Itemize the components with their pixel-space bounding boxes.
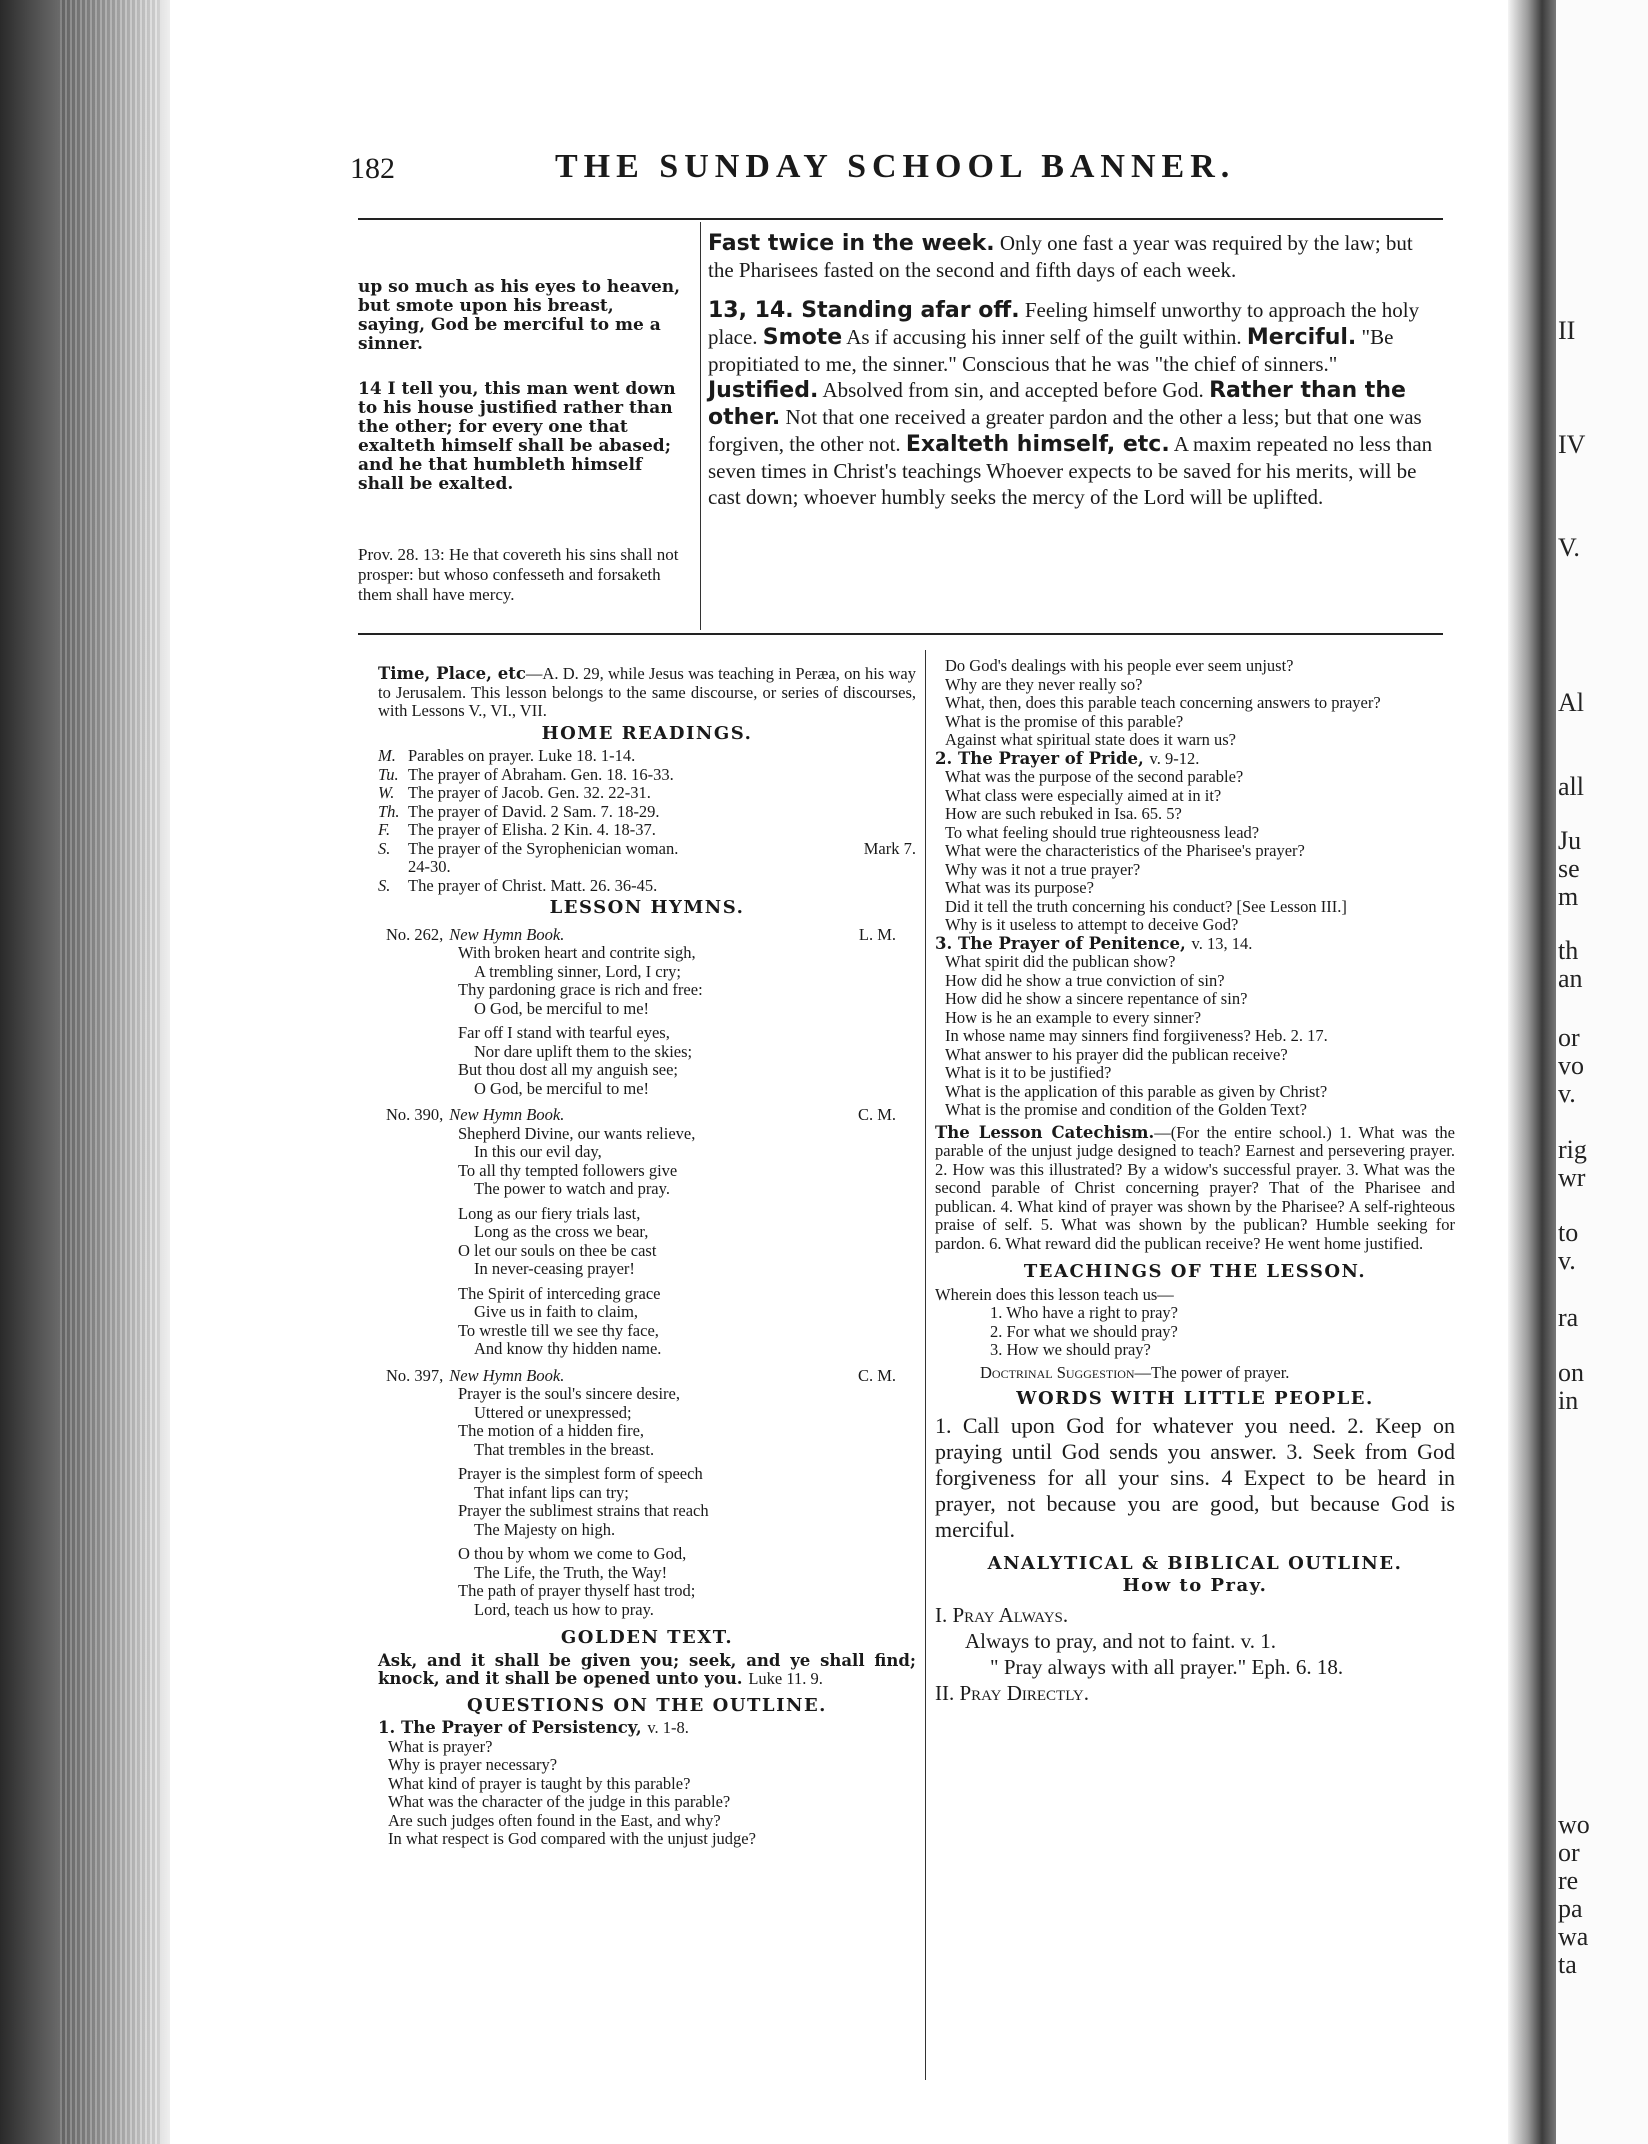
commentary-text: Only one fast a year was required by the law; but the Pharisees fasted on the second and fifth days of each week. [708,231,1413,282]
question: How is he an example to every sinner? [945,1007,1202,1027]
teaching-item: 2. For what we should pray? [990,1321,1178,1341]
commentary-text: Feeling himself unworthy to approach the holy place. [708,298,1420,349]
hymn-line: Lord, teach us how to pray. [474,1599,654,1619]
facing-page-fragment: v. [1558,1079,1576,1108]
question: What is it to be justified? [945,1063,1112,1082]
questions-heading: QUESTIONS ON THE OUTLINE. [467,1694,827,1716]
hymn-line: Uttered or unexpressed; [474,1402,632,1422]
hymn-line: O God, be merciful to me! [474,998,650,1018]
reading-day: S. [378,838,391,858]
reading-day [378,858,408,877]
hymn-line: Shepherd Divine, our wants relieve, [458,1123,696,1143]
hymn-line: The path of prayer thyself hast trod; [458,1581,696,1600]
hymn-line: But thou dost all my anguish see; [458,1060,678,1079]
question: What spirit did the publican show? [945,952,1176,971]
section-rule [358,633,1443,635]
hymn-line: Give us in faith to claim, [474,1302,639,1321]
outline-subpoint: Always to pray, and not to faint. v. 1. [965,1628,1277,1653]
question: Are such judges often found in the East, and why? [388,1810,721,1830]
hymn-stanza [458,1465,916,1539]
reading-text: The prayer of Jacob. Gen. 32. 22-31. [408,783,651,802]
hymn-line: Far off I stand with tearful eyes, [458,1023,670,1042]
question: How are such rebuked in Isa. 65. 5? [945,804,1182,823]
golden-text-heading: GOLDEN TEXT. [560,1627,734,1648]
question: What was its purpose? [945,878,1094,897]
hymn-line: The Spirit of interceding grace [458,1283,661,1303]
right-column [935,657,1455,1706]
hymn-line: Nor dare uplift them to the skies; [474,1041,693,1061]
home-reading-row [378,821,916,840]
column-rule-bottom [925,650,926,2080]
reading-day: W. [378,783,395,802]
facing-page-fragment: Al [1558,688,1584,717]
facing-page-fragment: ta [1558,1950,1577,1979]
commentary-heading: Rather than the other. [708,378,1406,430]
hymn-stanza [458,1024,916,1098]
outline-subheading: How to Pray. [1122,1575,1268,1596]
teachings-list [935,1304,1455,1360]
reading-ref: Mark 7. [863,838,916,858]
home-reading-row [378,766,916,785]
question: Why was it not a true prayer? [945,859,1141,879]
hymn-heading [378,926,916,945]
golden-text-body: Ask, and it shall be given you; seek, and ye shall find; knock, and it shall be opened unto you. [378,1650,916,1688]
facing-page-fragment: se [1558,854,1580,883]
question: In whose name may sinners find forgiiveness? Heb. 2. 17. [945,1026,1328,1045]
commentary-heading: Justified. [708,378,819,403]
teachings-heading: TEACHINGS OF THE LESSON. [1023,1261,1367,1282]
hymn-line: And know thy hidden name. [474,1339,662,1358]
question: What were the characteristics of the Pharisee's prayer? [945,841,1305,860]
teaching-item: 3. How we should pray? [990,1340,1151,1359]
hymn-meter: C. M. [857,1105,896,1124]
catechism-text: —(For the entire school.) 1. What was the parable of the unjust judge designed to teach? Earnest and persevering prayer. 2. How was this illustrated? By a widow's successful prayer. 3. What was the second parable of Christ concerning prayer? That of the Pharisee and publican. 4. What kind of prayer was shown by the Pharisee? A self-righteous praise of self. 5. What was shown by the publican? Humble seeking for pardon. 6. What reward did the publican receive? He went home justified. [935,1122,1456,1253]
question-group-heading [378,1719,916,1738]
home-readings-heading: HOME READINGS. [541,722,753,744]
hymn-text [378,1385,916,1619]
hymn-text [378,944,916,1098]
hymn-line: Long as the cross we bear, [474,1222,649,1241]
hymn-line: The Majesty on high. [474,1519,616,1539]
facing-page-fragment: th [1558,936,1579,965]
hymn-line: That trembles in the breast. [474,1439,655,1459]
commentary-text: As if accusing his inner self of the guilt within. [846,325,1242,349]
commentary-text: Not that one received a greater pardon and the other a less; but that one was forgiven, the other not. [708,405,1422,456]
question: What, then, does this parable teach concerning answers to prayer? [945,693,1381,712]
question: To what feeling should true righteousness lead? [945,822,1260,842]
hymn-book: New Hymn Book. [449,1105,565,1124]
doctrinal-suggestion [935,1364,1455,1383]
question: How did he show a true conviction of sin? [945,970,1225,990]
question-list [378,1738,916,1849]
column-rule-top [700,222,701,630]
facing-page-fragment: IV [1558,430,1586,459]
reading-day: F. [378,820,391,839]
facing-page-fragment: or [1558,1023,1580,1052]
reading-day: M. [378,746,396,765]
commentary-heading: Fast twice in the week. [708,231,995,256]
golden-text-ref: Luke 11. 9. [748,1669,823,1688]
facing-page-fragment: II [1558,316,1576,345]
question-group-ref: v. 9-12. [1149,748,1200,768]
question: What kind of prayer is taught by this parable? [388,1773,691,1793]
cross-reference-proverbs: Prov. 28. 13: He that covereth his sins shall not prosper: but whoso confesseth and forsaketh them shall have mercy. [358,545,679,604]
hymn-number: No. 397, [386,1365,444,1385]
teaching-item: 1. Who have a right to pray? [990,1303,1179,1322]
question-group-heading [935,935,1455,954]
reading-text: 24-30. [408,857,451,876]
question: Why are they never really so? [945,674,1143,694]
home-reading-row [378,784,916,803]
commentary-heading: 13, 14. Standing afar off. [708,298,1020,323]
book-gutter-shadow [1508,0,1556,2144]
facing-page-fragment: ra [1558,1303,1579,1332]
commentary-text: A maxim repeated no less than seven times in Christ's teachings Whoever expects to be saved for his merits, will be cast down; whoever humbly seeks the mercy of the Lord will be uplifted. [708,432,1433,509]
reading-text: The prayer of Christ. Matt. 26. 36-45. [408,875,658,895]
hymn-line: Prayer the sublimest strains that reach [458,1501,709,1520]
hymn-line: The motion of a hidden fire, [458,1421,645,1440]
hymn-line: Prayer is the simplest form of speech [458,1464,703,1483]
outline-subpoint: " Pray always with all prayer." Eph. 6. 18. [990,1654,1344,1679]
facing-page-fragment: wa [1558,1922,1589,1951]
hymn-stanza [458,1205,916,1279]
facing-page-fragment: re [1558,1866,1579,1895]
facing-page-fragment: vo [1558,1051,1584,1080]
facing-page-fragment: V. [1558,533,1580,562]
reading-text: The prayer of the Syrophenician woman. [408,838,679,858]
question: Against what spiritual state does it warn us? [945,730,1236,749]
question: How did he show a sincere repentance of sin? [945,989,1248,1008]
question-group-ref: v. 1-8. [647,1718,689,1737]
hymn-book: New Hymn Book. [449,924,565,944]
question: What is prayer? [388,1736,493,1756]
scripture-verse-13: up so much as his eyes to heaven, but smote upon his breast, saying, God be merciful to me a sinner. [358,277,681,354]
reading-text: The prayer of Elisha. 2 Kin. 4. 18-37. [408,820,656,839]
header-rule [358,218,1443,220]
hymn-line: Prayer is the soul's sincere desire, [458,1384,680,1403]
hymn-meter: C. M. [857,1365,896,1385]
hymn-line: To all thy tempted followers give [458,1160,678,1180]
time-place-heading: Time, Place, etc [378,664,526,683]
facing-page-fragment: or [1558,1838,1580,1867]
reading-text: Parables on prayer. Luke 18. 1-14. [408,746,636,765]
question: What is the promise and condition of the Golden Text? [945,1100,1307,1119]
facing-page-fragment: v. [1558,1246,1576,1275]
question: What is the application of this parable as given by Christ? [945,1081,1328,1101]
hymn-line: To wrestle till we see thy face, [458,1320,659,1340]
hymn-line: Long as our fiery trials last, [458,1203,641,1223]
commentary [708,230,1443,524]
reading-day: Tu. [378,764,399,784]
page-number: 182 [350,152,395,185]
time-place-text: —A. D. 29, while Jesus was teaching in Peræa, on his way to Jerusalem. This lesson belongs to the same discourse, or series of discourses, with Lessons V., VI., VII. [378,664,917,720]
question: Why is it useless to attempt to deceive God? [945,915,1239,934]
facing-page-fragment: in [1558,1386,1579,1415]
question: Do God's dealings with his people ever seem unjust? [945,656,1294,675]
lesson-catechism [935,1124,1455,1254]
hymn-line: O let our souls on thee be cast [458,1240,657,1260]
facing-page-fragment: wr [1558,1163,1586,1192]
left-column [378,665,916,1849]
question: What is the promise of this parable? [945,711,1184,731]
reading-day: Th. [378,801,400,821]
hymn-stanza [458,944,916,1018]
commentary-heading: Exalteth himself, etc. [905,432,1170,457]
hymn-stanza [458,1545,916,1619]
outline-heading: ANALYTICAL & BIBLICAL OUTLINE. [987,1552,1403,1574]
question: What class were especially aimed at in it? [945,785,1222,805]
question: In what respect is God compared with the unjust judge? [388,1829,756,1848]
hymn-line: In never-ceasing prayer! [474,1259,635,1278]
hymn-line: That infant lips can try; [474,1482,629,1502]
facing-page-edge [1556,0,1648,2144]
little-people-heading: WORDS WITH LITTLE PEOPLE. [1016,1388,1374,1409]
hymn-line: The Life, the Truth, the Way! [474,1562,668,1582]
hymn-line: The power to watch and pray. [474,1179,670,1198]
hymn-line: With broken heart and contrite sigh, [458,943,696,962]
question: Why is prayer necessary? [388,1755,558,1774]
outline-point-2: II. Pray Directly. [935,1680,1089,1705]
home-reading-row [378,858,916,877]
commentary-text: Absolved from sin, and accepted before God. [822,378,1204,402]
question-list [935,657,1455,750]
running-title: THE SUNDAY SCHOOL BANNER. [555,148,1236,185]
doctrinal-label: Doctrinal Suggestion [980,1362,1135,1382]
hymn-line: Thy pardoning grace is rich and free: [458,980,703,999]
hymn-number: No. 390, [386,1105,444,1124]
hymn-heading [378,1106,916,1125]
commentary-heading: Merciful. [1246,325,1357,350]
outline [935,1602,1455,1706]
reading-text: The prayer of Abraham. Gen. 18. 16-33. [408,764,674,784]
lesson-hymns-heading: LESSON HYMNS. [549,897,745,918]
question: What was the purpose of the second parable? [945,767,1244,786]
commentary-paragraph [708,297,1443,510]
home-reading-row [378,877,916,896]
hymn-stanza [458,1125,916,1199]
facing-page-fragment: Ju [1558,826,1582,855]
hymn-text [378,1125,916,1359]
facing-page-fragment: to [1558,1218,1579,1247]
commentary-heading: Smote [762,325,843,350]
book-spine-shadow [0,0,170,2144]
commentary-text: "Be propitiated to me, the sinner." Conscious that he was "the chief of sinners." [708,325,1394,376]
outline-point-1: I. Pray Always. [935,1602,1069,1627]
home-readings-list [378,747,916,895]
question: Did it tell the truth concerning his conduct? [See Lesson III.] [945,896,1347,916]
facing-page-fragment: on [1558,1358,1584,1387]
question: What answer to his prayer did the publican receive? [945,1044,1288,1064]
question-group-ref: v. 13, 14. [1191,933,1253,953]
page-edges [60,0,160,2144]
facing-page-fragment: an [1558,964,1583,993]
hymn-stanza [458,1385,916,1459]
facing-page-fragment: all [1558,772,1584,801]
home-reading-row [378,840,916,859]
golden-text [378,1652,916,1689]
question-group-title: 3. The Prayer of Penitence, [935,933,1186,953]
reading-day: S. [378,875,391,895]
question-list [935,953,1455,1120]
question-list [935,768,1455,935]
catechism-heading: The Lesson Catechism. [935,1122,1155,1142]
reading-text: The prayer of David. 2 Sam. 7. 18-29. [408,801,660,821]
doctrinal-text: —The power of prayer. [1134,1362,1290,1382]
hymn-heading [378,1367,916,1386]
time-place [378,665,916,721]
hymn-stanza [458,1285,916,1359]
hymn-book: New Hymn Book. [449,1365,565,1385]
hymn-line: In this our evil day, [474,1142,602,1161]
hymn-line: O thou by whom we come to God, [458,1544,687,1563]
question-group-title: 2. The Prayer of Pride, [935,748,1144,768]
question-group-title: 1. The Prayer of Persistency, [378,1718,642,1737]
home-reading-row [378,747,916,766]
facing-page-fragment: rig [1558,1135,1587,1164]
little-people-text: 1. Call upon God for whatever you need. 2. Keep on praying until God sends you answer. 3. Seek from God forgiveness for all your sins. 4 Expect to be heard in prayer, not because you are good, but because God is merciful. [935,1412,1455,1542]
hymn-line: O God, be merciful to me! [474,1078,650,1098]
teachings-intro: Wherein does this lesson teach us— [935,1284,1174,1304]
facing-page-fragment: wo [1558,1810,1590,1839]
hymn-line: A trembling sinner, Lord, I cry; [474,961,681,981]
hymn-meter: L. M. [858,924,896,944]
question-group-heading [935,750,1455,769]
commentary-paragraph [708,230,1443,283]
hymn-number: No. 262, [386,924,444,944]
facing-page-fragment: m [1558,882,1579,911]
lesson-hymns-list [378,926,916,1620]
facing-page-fragment: pa [1558,1894,1583,1923]
scripture-verse-14: 14 I tell you, this man went down to his house justified rather than the other; for every one that exalteth himself shall be abased; and he that humbleth himself shall be exalted. [358,379,676,494]
home-reading-row [378,803,916,822]
question: What was the character of the judge in this parable? [388,1792,731,1811]
